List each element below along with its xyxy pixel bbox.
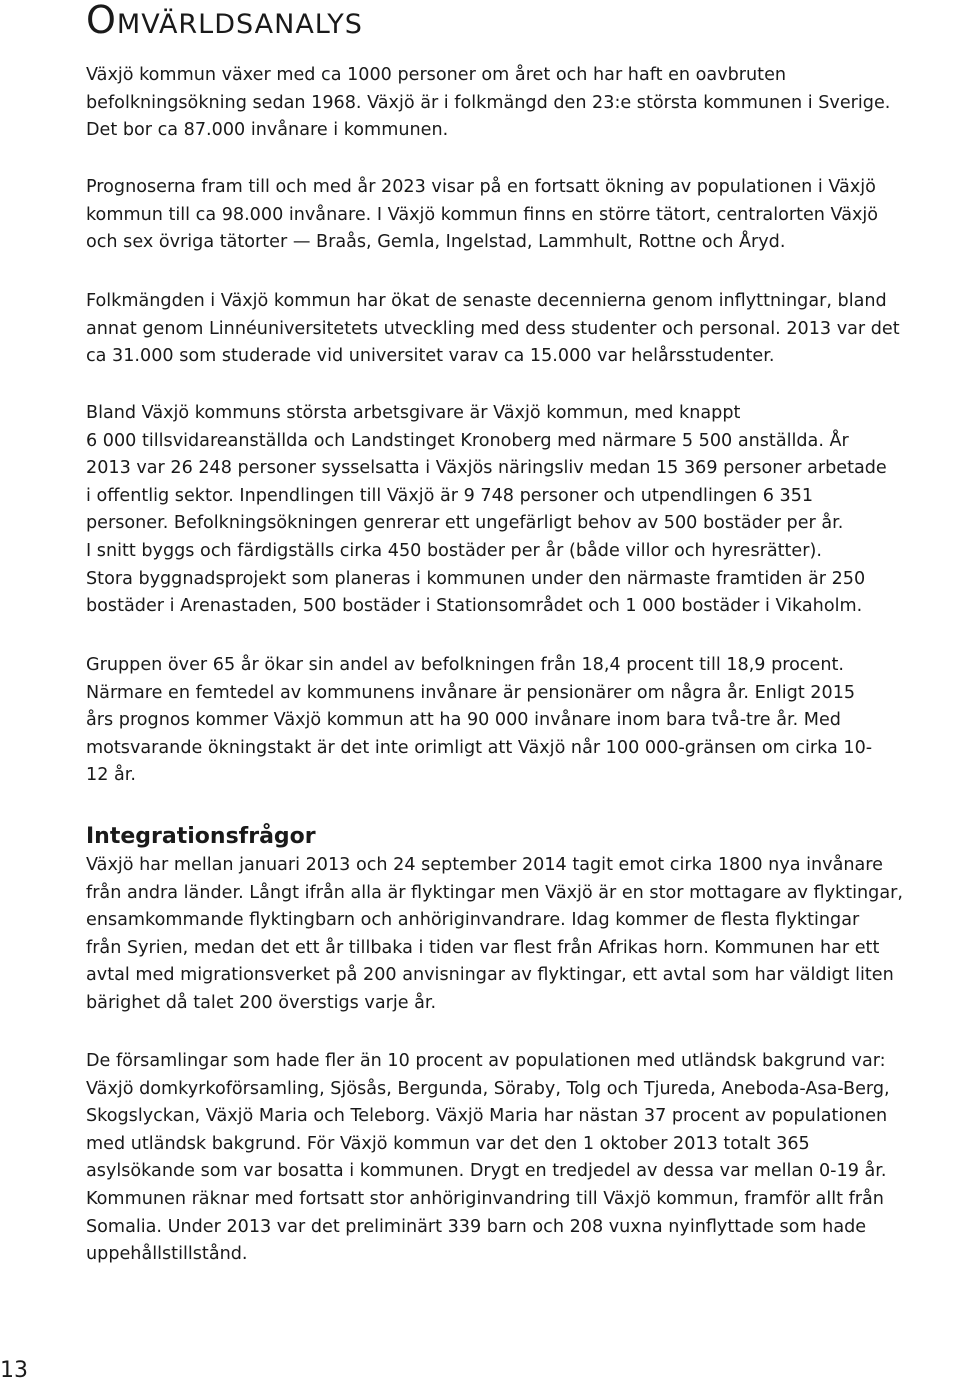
paragraph-population-growth <box>86 62 948 145</box>
text-line: ca 31.000 som studerade vid universitet varav ca 15.000 var helårsstudenter. <box>86 346 775 367</box>
section-heading: Integrationsfrågor <box>86 824 316 849</box>
text-line: 6 000 tillsvidareanställda och Landstinget Kronoberg med närmare 5 500 anställda. År <box>86 430 849 451</box>
text-line: kommun till ca 98.000 invånare. I Växjö kommun finns en större tätort, centralorten Växjö <box>86 204 879 225</box>
text-line: motsvarande ökningstakt är det inte orimligt att Växjö når 100 000-gränsen om cirka 10- <box>86 737 873 758</box>
text-line: Kommunen räknar med fortsatt stor anhöriginvandring till Växjö kommun, framför allt från <box>86 1188 884 1209</box>
paragraph-forecast <box>86 174 948 257</box>
paragraph-immigration <box>86 852 948 1018</box>
text-line: avtal med migrationsverket på 200 anvisningar av flyktingar, ett avtal som har väldigt liten <box>86 965 894 986</box>
paragraph-migration-university <box>86 288 948 371</box>
text-line: med utländsk bakgrund. För Växjö kommun var det den 1 oktober 2013 totalt 365 <box>86 1133 810 1154</box>
text-line: Skogslyckan, Växjö Maria och Teleborg. Växjö Maria har nästan 37 procent av populationen <box>86 1106 888 1127</box>
text-line: 2013 var 26 248 personer sysselsatta i Växjös näringsliv medan 15 369 personer arbetade <box>86 458 887 479</box>
text-line: Bland Växjö kommuns största arbetsgivare är Växjö kommun, med knappt <box>86 403 741 423</box>
text-line: Växjö kommun växer med ca 1000 personer om året och har haft en oavbruten <box>86 65 787 85</box>
text-line: års prognos kommer Växjö kommun att ha 90 000 invånare inom bara två-tre år. Med <box>86 710 841 731</box>
text-line: i offentlig sektor. Inpendlingen till Växjö är 9 748 personer och utpendlingen 6 351 <box>86 485 814 506</box>
text-line: bärighet då talet 200 överstigs varje år. <box>86 992 437 1013</box>
text-line: bostäder i Arenastaden, 500 bostäder i Stationsområdet och 1 000 bostäder i Vikaholm. <box>86 596 863 617</box>
paragraph-employers-housing <box>86 400 948 621</box>
text-line: Folkmängden i Växjö kommun har ökat de senaste decennierna genom inflyttningar, bland <box>86 291 887 311</box>
text-line: Växjö domkyrkoförsamling, Sjösås, Bergunda, Söraby, Tolg och Tjureda, Aneboda-Asa-Berg, <box>86 1078 890 1099</box>
text-line: Det bor ca 87.000 invånare i kommunen. <box>86 120 449 141</box>
text-line: Närmare en femtedel av kommunens invånare är pensionärer om några år. Enligt 2015 <box>86 682 856 703</box>
page-number: 13 <box>0 1358 28 1383</box>
text-line: 12 år. <box>86 765 136 786</box>
text-line: annat genom Linnéuniversitetets utveckling med dess studenter och personal. 2013 var det <box>86 318 900 339</box>
text-line: från andra länder. Långt ifrån alla är flyktingar men Växjö är en stor mottagare av flyktingar, <box>86 882 903 903</box>
text-line: I snitt byggs och färdigställs cirka 450 bostäder per år (både villor och hyresrätter). <box>86 540 822 561</box>
text-line: Prognoserna fram till och med år 2023 visar på en fortsatt ökning av populationen i Växjö <box>86 177 876 197</box>
paragraph-age-groups <box>86 652 948 790</box>
page-title: Omvärldsanalys <box>86 0 363 42</box>
text-line: Somalia. Under 2013 var det preliminärt 339 barn och 208 vuxna nyinflyttade som hade <box>86 1216 867 1237</box>
text-line: Stora byggnadsprojekt som planeras i kommunen under den närmaste framtiden är 250 <box>86 568 866 589</box>
text-line: personer. Befolkningsökningen genrerar ett ungefärligt behov av 500 bostäder per år. <box>86 513 844 534</box>
text-line: befolkningsökning sedan 1968. Växjö är i folkmängd den 23:e största kommunen i Sverige. <box>86 92 891 113</box>
paragraph-parishes <box>86 1048 948 1269</box>
text-line: och sex övriga tätorter — Braås, Gemla, Ingelstad, Lammhult, Rottne och Åryd. <box>86 232 786 253</box>
text-line: ensamkommande flyktingbarn och anhöriginvandrare. Idag kommer de flesta flyktingar <box>86 910 860 931</box>
text-line: asylsökande som var bosatta i kommunen. Drygt en tredjedel av dessa var mellan 0-19 år. <box>86 1161 887 1182</box>
text-line: Gruppen över 65 år ökar sin andel av befolkningen från 18,4 procent till 18,9 procent. <box>86 655 844 675</box>
text-line: De församlingar som hade fler än 10 procent av populationen med utländsk bakgrund var: <box>86 1051 886 1071</box>
text-line: från Syrien, medan det ett år tillbaka i tiden var flest från Afrikas horn. Kommunen har ett <box>86 937 880 958</box>
text-line: Växjö har mellan januari 2013 och 24 september 2014 tagit emot cirka 1800 nya invånare <box>86 855 883 875</box>
text-line: uppehållstillstånd. <box>86 1244 248 1265</box>
